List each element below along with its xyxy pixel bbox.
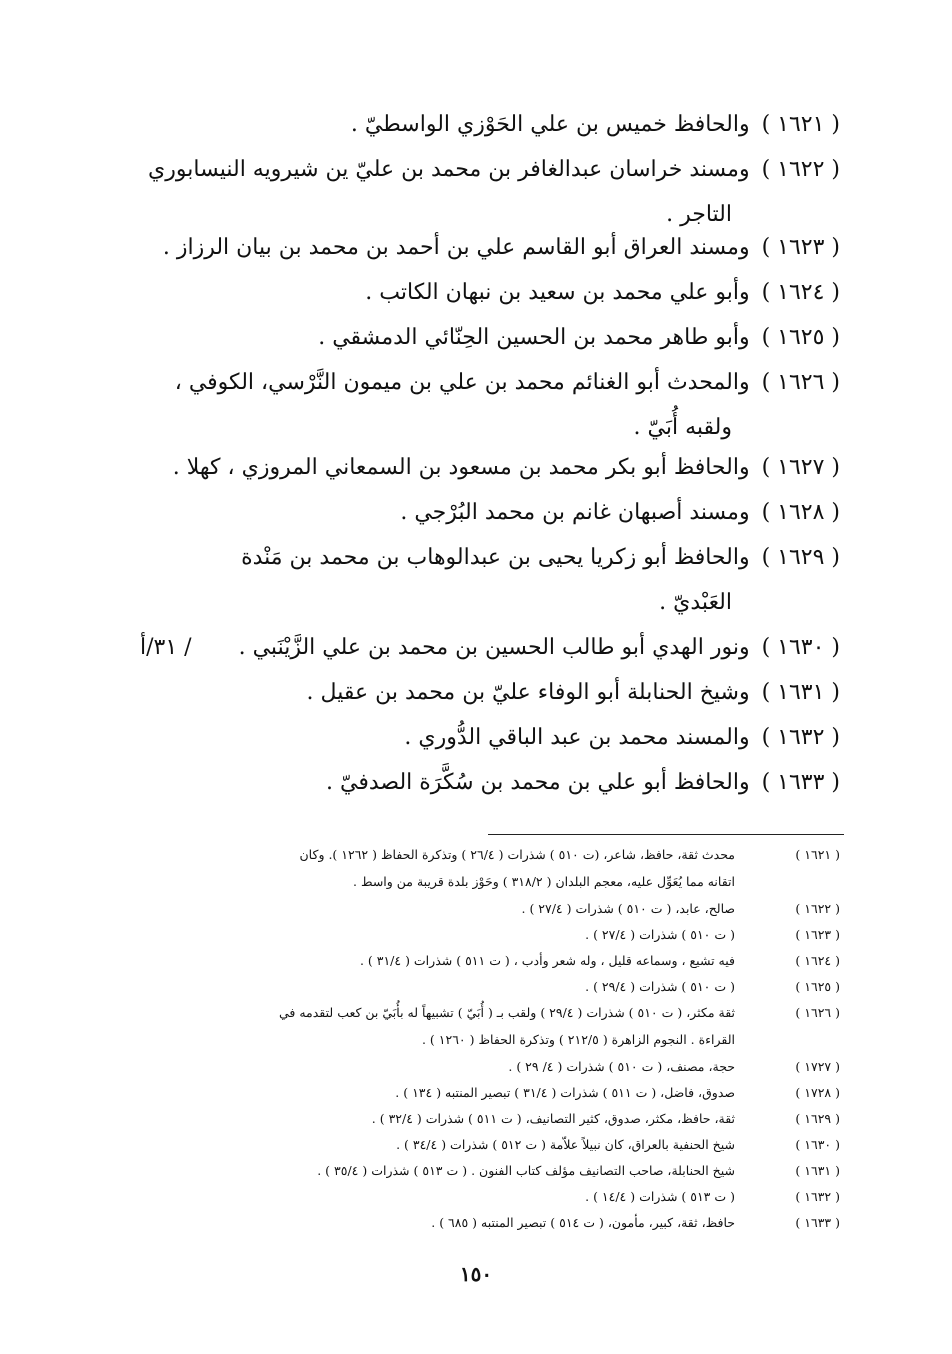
footnote-text: ( ت ٥١٠ ) شذرات ( ٢٩/٤ ) . [585, 979, 735, 994]
entry-continuation: العَبْديّ . [659, 590, 732, 615]
footnote-number: ( ١٦٢٦ ) [795, 1005, 840, 1020]
footnote-divider [488, 834, 844, 835]
entry-1627 [120, 445, 840, 490]
entry-number: ( ١٦٢٣ ) [761, 235, 840, 260]
footnote-1728 [130, 1079, 840, 1106]
footnote-1630 [130, 1131, 840, 1158]
entry-text: والحافظ أبو علي بن محمد بن سُكَّرَة الصدفيّ . [326, 770, 750, 795]
page-number: ١٥٠ [459, 1262, 493, 1286]
entry-1626 [120, 360, 840, 450]
entry-number: ( ١٦٣٠ ) [761, 635, 840, 660]
footnote-text: صدوق، فاضل، ( ت ٥١١ ) شذرات ( ٣١/٤ ) تبصير المنتبه ( ١٣٤ ) . [395, 1085, 735, 1100]
footnote-1632 [130, 1183, 840, 1210]
footnote-1727 [130, 1053, 840, 1080]
footnote-number: ( ١٦٢٤ ) [795, 953, 840, 968]
footnote-text: فيه تشيع ، وسماعه قليل ، وله شعر وأدب ، ( ت ٥١١ ) شذرات ( ٣١/٤ ) . [359, 953, 735, 968]
entry-text: وأبو طاهر محمد بن الحسين الحِنّائي الدمشقي . [318, 325, 750, 350]
footnote-text: شيخ الحنفية بالعراق، كان نبيلاً علاّمة ( ت ٥١٢ ) شذرات ( ٣٤/٤ ) . [396, 1137, 735, 1152]
entry-text: والحافظ خميس بن علي الحَوْزي الواسطيّ . [350, 112, 750, 137]
footnote-1623 [130, 921, 840, 948]
entry-text: وأبو علي محمد بن سعيد بن نبهان الكاتب . [365, 280, 750, 305]
footnote-text: محدث ثقة، حافظ، شاعر، (ت ٥١٠ ) شذرات ( ٢٦/٤ ) وتذكرة الحفاظ ( ١٢٦٢ ). وكان [299, 847, 735, 862]
footnote-1621 [130, 841, 840, 895]
manuscript-folio-note: / ٣١/أ [140, 635, 192, 660]
entry-text: وشيخ الحنابلة أبو الوفاء عليّ بن محمد بن عقيل . [306, 680, 750, 705]
footnote-1633 [130, 1209, 840, 1236]
footnote-continuation: القراءة . النجوم الزاهرة ( ٢١٢/٥ ) وتذكرة الحفاظ ( ١٢٦٠ ) . [421, 1032, 735, 1047]
entry-1628 [120, 490, 840, 535]
entry-number: ( ١٦٣٣ ) [761, 770, 840, 795]
entry-text: والحافظ أبو زكريا يحيى بن عبدالوهاب بن محمد بن مَنْدة [241, 545, 750, 570]
footnote-text: شيخ الحنابلة، صاحب التصانيف مؤلف كتاب الفنون . ( ت ٥١٣ ) شذرات ( ٣٥/٤ ) . [317, 1163, 735, 1178]
entry-number: ( ١٦٣١ ) [761, 680, 840, 705]
footnote-number: ( ١٦٣٣ ) [795, 1215, 840, 1230]
entry-text: ومسند خراسان عبدالغافر بن محمد بن عليّ ين شيرويه النيسابوري [148, 157, 750, 182]
footnote-number: ( ١٦٢٢ ) [795, 901, 840, 916]
footnote-text: ثقة، حافظ، مكثر، صدوق، كثير التصانيف، ( ت ٥١١ ) شذرات ( ٣٢/٤ ) . [371, 1111, 735, 1126]
entry-continuation: ولقبه أُبَيّ . [633, 415, 732, 440]
footnote-number: ( ١٦٣١ ) [795, 1163, 840, 1178]
footnote-number: ( ١٦٢٣ ) [795, 927, 840, 942]
footnote-number: ( ١٦٢٥ ) [795, 979, 840, 994]
footnote-text: ( ت ٥١٣ ) شذرات ( ١٤/٤ ) . [585, 1189, 735, 1204]
entry-number: ( ١٦٢٩ ) [761, 545, 840, 570]
entry-1623 [120, 225, 840, 270]
entry-number: ( ١٦٢٦ ) [761, 370, 840, 395]
footnote-1631 [130, 1157, 840, 1184]
footnote-text: حجة، مصنف، ( ت ٥١٠ ) شذرات ( ٤/ ٢٩ ) . [508, 1059, 735, 1074]
footnote-1626 [130, 999, 840, 1053]
entry-1621 [120, 102, 840, 147]
footnote-1625 [130, 973, 840, 1000]
footnote-text: ثقة مكثر، ( ت ٥١٠ ) شذرات ( ٢٩/٤ ) ولقب بـ ( أُبَيّ ) تشبيهاً له بأُبَيّ بن كعب لتقدمه في [278, 1005, 735, 1020]
entry-number: ( ١٦٢١ ) [761, 112, 840, 137]
entry-1624 [120, 270, 840, 315]
footnote-1629 [130, 1105, 840, 1132]
footnote-number: ( ١٦٣٢ ) [795, 1189, 840, 1204]
footnote-text: حافظ، ثقة، كبير، مأمون، ( ت ٥١٤ ) تبصير المنتبه ( ٦٨٥ ) . [431, 1215, 735, 1230]
entry-text: والحافظ أبو بكر محمد بن مسعود بن السمعاني المروزي ، كهلا . [172, 455, 750, 480]
entry-number: ( ١٦٢٤ ) [761, 280, 840, 305]
footnote-number: ( ١٦٢٩ ) [795, 1111, 840, 1126]
footnote-number: ( ١٦٢١ ) [795, 847, 840, 862]
entry-1631 [120, 670, 840, 715]
entry-text: والمسند محمد بن عبد الباقي الدُّوري . [404, 725, 750, 750]
entry-1629 [120, 535, 840, 625]
footnote-continuation: اتقانه مما يُعَوِّل عليه، معجم البلدان ( ٣١٨/٢ ) وحَوْز بلدة قريبة من واسط . [353, 874, 735, 889]
entry-text: ونور الهدي أبو طالب الحسين بن محمد بن علي الزَّيْنَبي . [238, 635, 750, 660]
entry-1632 [120, 715, 840, 760]
entry-number: ( ١٦٢٨ ) [761, 500, 840, 525]
footnote-1624 [130, 947, 840, 974]
footnote-text: صالح، عابد، ( ت ٥١٠ ) شذرات ( ٢٧/٤ ) . [521, 901, 735, 916]
entry-text: ومسند العراق أبو القاسم علي بن أحمد بن محمد بن بيان الرزاز . [162, 235, 750, 260]
entry-number: ( ١٦٢٧ ) [761, 455, 840, 480]
entry-text: ومسند أصبهان غانم بن محمد البُرْجي . [400, 500, 750, 525]
footnote-number: ( ١٧٢٧ ) [795, 1059, 840, 1074]
entry-continuation: التاجر . [666, 202, 732, 227]
footnote-number: ( ١٧٢٨ ) [795, 1085, 840, 1100]
entry-number: ( ١٦٢٥ ) [761, 325, 840, 350]
entry-text: والمحدث أبو الغنائم محمد بن علي بن ميمون النَّرْسي، الكوفي ، [174, 370, 750, 395]
footnote-1622 [130, 895, 840, 922]
footnote-text: ( ت ٥١٠ ) شذرات ( ٢٧/٤ ) . [585, 927, 735, 942]
entry-number: ( ١٦٣٢ ) [761, 725, 840, 750]
entry-number: ( ١٦٢٢ ) [761, 157, 840, 182]
footnote-number: ( ١٦٣٠ ) [795, 1137, 840, 1152]
entry-1625 [120, 315, 840, 360]
entry-1622 [120, 147, 840, 237]
entry-1630 [120, 625, 840, 670]
entry-1633 [120, 760, 840, 805]
